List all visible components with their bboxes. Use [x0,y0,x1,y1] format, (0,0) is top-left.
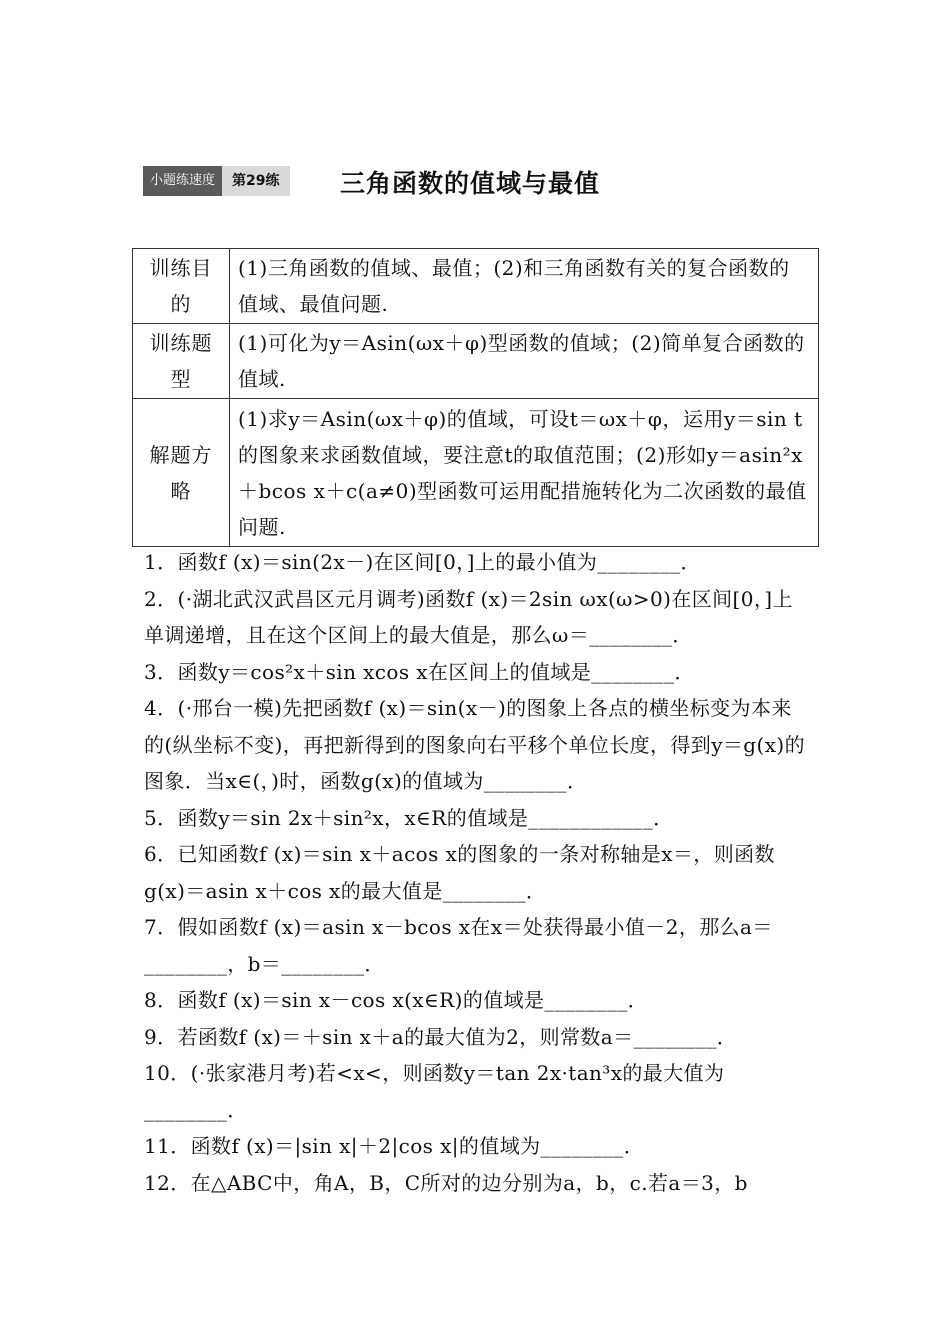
question-list [144,544,808,1201]
question-item: 6．已知函数f (x)＝sin x＋acos x的图象的一条对称轴是x＝，则函数g(x)＝asin x＋cos x的最大值是________． [144,842,775,903]
lesson-number-tag: 第29练 [222,166,289,196]
question-item: 5．函数y＝sin 2x＋sin²x，x∈R的值域是____________． [144,805,674,830]
row-content: (1)三角函数的值域、最值；(2)和三角函数有关的复合函数的值域、最值问题. [230,249,819,324]
question-item: 4．(·邢台一模)先把函数f (x)＝sin(x－)的图象上各点的横坐标变为本来的(纵坐标不变)，再把新得到的图象向右平移个单位长度，得到y＝g(x)的图象．当x∈(，)时，函数g(x)的值域为________． [144,696,805,793]
table-row [133,399,819,547]
table-row [133,249,819,324]
row-label: 训练题型 [133,324,230,399]
question-item: 11．函数f (x)＝|sin x|＋2|cos x|的值域为________． [144,1134,645,1158]
row-label: 解题方略 [133,399,230,547]
page-title: 三角函数的值域与最值 [340,169,601,198]
training-info-table [132,248,819,547]
lesson-header [143,166,290,196]
question-item: 8．函数f (x)＝sin x－cos x(x∈R)的值域是________． [144,988,649,1012]
question-item: 2．(·湖北武汉武昌区元月调考)函数f (x)＝2sin ωx(ω>0)在区间[0，]上单调递增，且在这个区间上的最大值是，那么ω＝________． [144,586,793,647]
question-item: 9．若函数f (x)＝＋sin x＋a的最大值为2，则常数a＝________． [144,1024,738,1049]
question-item: 7．假如函数f (x)＝asin x－bcos x在x＝处获得最小值－2，那么a＝________，b＝________． [144,915,773,976]
row-content: (1)求y＝Asin(ωx＋φ)的值域，可设t＝ωx＋φ，运用y＝sin t的图象来求函数值域，要注意t的取值范围；(2)形如y＝asin²x＋bcos x＋c(a≠0)型函数可运用配措施转化为二次函数的最值问题. [230,399,819,547]
question-item: 10．(·张家港月考)若<x<，则函数y＝tan 2x·tan³x的最大值为________． [144,1061,725,1122]
row-content: (1)可化为y＝Asin(ωx＋φ)型函数的值域；(2)简单复合函数的值域. [230,324,819,399]
question-item: 3．函数y＝cos²x＋sin xcos x在区间上的值域是________． [144,659,695,684]
row-label: 训练目的 [133,249,230,324]
table-row [133,324,819,399]
question-item: 12．在△ABC中，角A，B，C所对的边分别为a，b，c.若a＝3，b [144,1170,748,1195]
question-item: 1．函数f (x)＝sin(2x－)在区间[0，]上的最小值为________． [144,550,701,574]
series-tag: 小题练速度 [143,166,222,196]
